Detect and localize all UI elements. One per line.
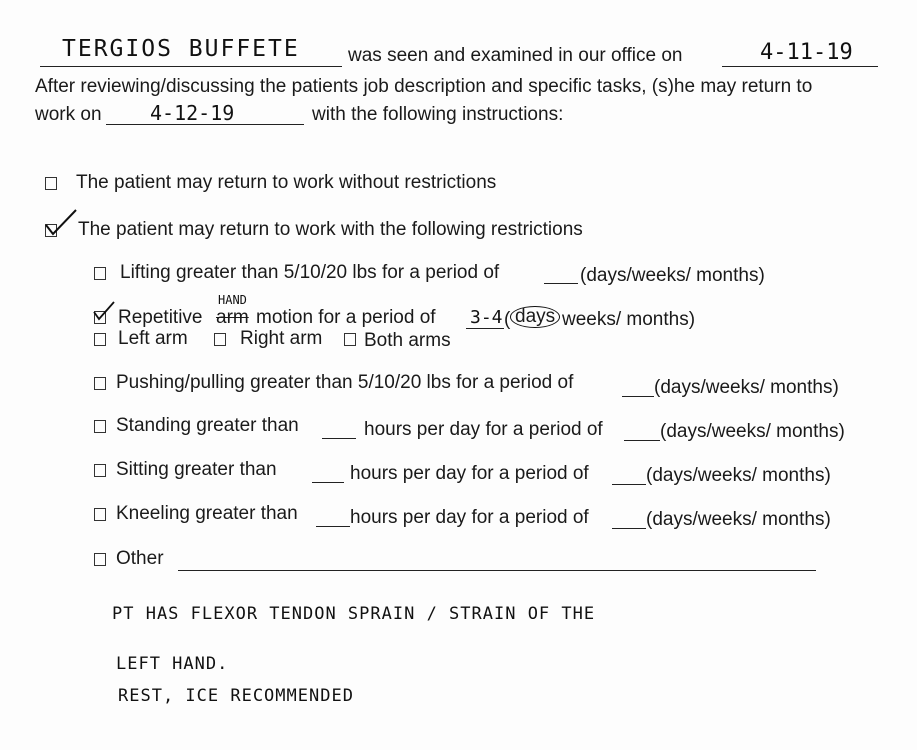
was-seen-text: was seen and examined in our office on (348, 45, 683, 66)
repetitive-struck-word: arm (216, 307, 249, 328)
sitting-period-line (612, 484, 646, 485)
return-date: 4-12-19 (150, 101, 235, 125)
kneeling-checkbox[interactable] (94, 508, 106, 521)
sitting-checkbox[interactable] (94, 464, 106, 477)
kneeling-mid: hours per day for a period of (350, 507, 589, 528)
repetitive-unit-circled: days (510, 306, 560, 328)
checkmark-icon (92, 300, 116, 322)
standing-unit: (days/weeks/ months) (660, 421, 845, 442)
sitting-label: Sitting greater than (116, 459, 277, 480)
pushing-label: Pushing/pulling greater than 5/10/20 lbs for a period of (116, 372, 574, 393)
instructions-text: with the following instructions: (312, 104, 564, 125)
with-restrictions-label: The patient may return to work with the following restrictions (78, 219, 583, 240)
other-checkbox[interactable] (94, 553, 106, 566)
standing-label: Standing greater than (116, 415, 299, 436)
work-on-text: work on (35, 104, 102, 125)
exam-date: 4-11-19 (760, 40, 853, 65)
repetitive-insert-word: HAND (218, 293, 247, 307)
standing-mid: hours per day for a period of (364, 419, 603, 440)
right-arm-label: Right arm (240, 328, 323, 349)
patient-name: TERGIOS BUFFETE (62, 36, 300, 62)
kneeling-period-line (612, 528, 646, 529)
handwritten-note-line2: LEFT HAND. (116, 654, 229, 674)
patient-name-line (40, 66, 342, 67)
left-arm-label: Left arm (118, 328, 188, 349)
sitting-unit: (days/weeks/ months) (646, 465, 831, 486)
both-arms-label: Both arms (364, 330, 451, 351)
return-instructions-line: After reviewing/discussing the patients job description and specific tasks, (s)he may return to (35, 76, 813, 97)
checkmark-icon (44, 208, 78, 238)
no-restrictions-label: The patient may return to work without restrictions (76, 172, 497, 193)
left-arm-checkbox[interactable] (94, 333, 106, 346)
kneeling-label: Kneeling greater than (116, 503, 298, 524)
no-restrictions-checkbox[interactable] (45, 177, 57, 190)
lifting-checkbox[interactable] (94, 267, 106, 280)
other-line (178, 570, 816, 571)
kneeling-unit: (days/weeks/ months) (646, 509, 831, 530)
standing-period-line (624, 440, 660, 441)
kneeling-hours-line (316, 526, 350, 527)
pushing-period-line (622, 396, 654, 397)
repetitive-value: 3-4 (470, 307, 503, 328)
right-arm-checkbox[interactable] (214, 333, 226, 346)
sitting-hours-line (312, 482, 344, 483)
return-date-line (106, 124, 304, 125)
repetitive-prefix: Repetitive (118, 307, 203, 328)
other-label: Other (116, 548, 164, 569)
lifting-period-line (544, 283, 578, 284)
lifting-label: Lifting greater than 5/10/20 lbs for a period of (120, 262, 500, 283)
repetitive-period-line (466, 328, 504, 329)
pushing-checkbox[interactable] (94, 377, 106, 390)
handwritten-note-line3: REST, ICE RECOMMENDED (118, 686, 354, 706)
lifting-unit: (days/weeks/ months) (580, 265, 765, 286)
both-arms-checkbox[interactable] (344, 333, 356, 346)
standing-hours-line (322, 438, 356, 439)
handwritten-note-line1: PT HAS FLEXOR TENDON SPRAIN / STRAIN OF THE (112, 604, 596, 624)
sitting-mid: hours per day for a period of (350, 463, 589, 484)
repetitive-mid: motion for a period of (256, 307, 436, 328)
standing-checkbox[interactable] (94, 420, 106, 433)
repetitive-unit-rest: weeks/ months) (562, 309, 696, 330)
pushing-unit: (days/weeks/ months) (654, 377, 839, 398)
repetitive-unit-open: ( (504, 309, 511, 330)
exam-date-line (722, 66, 878, 67)
